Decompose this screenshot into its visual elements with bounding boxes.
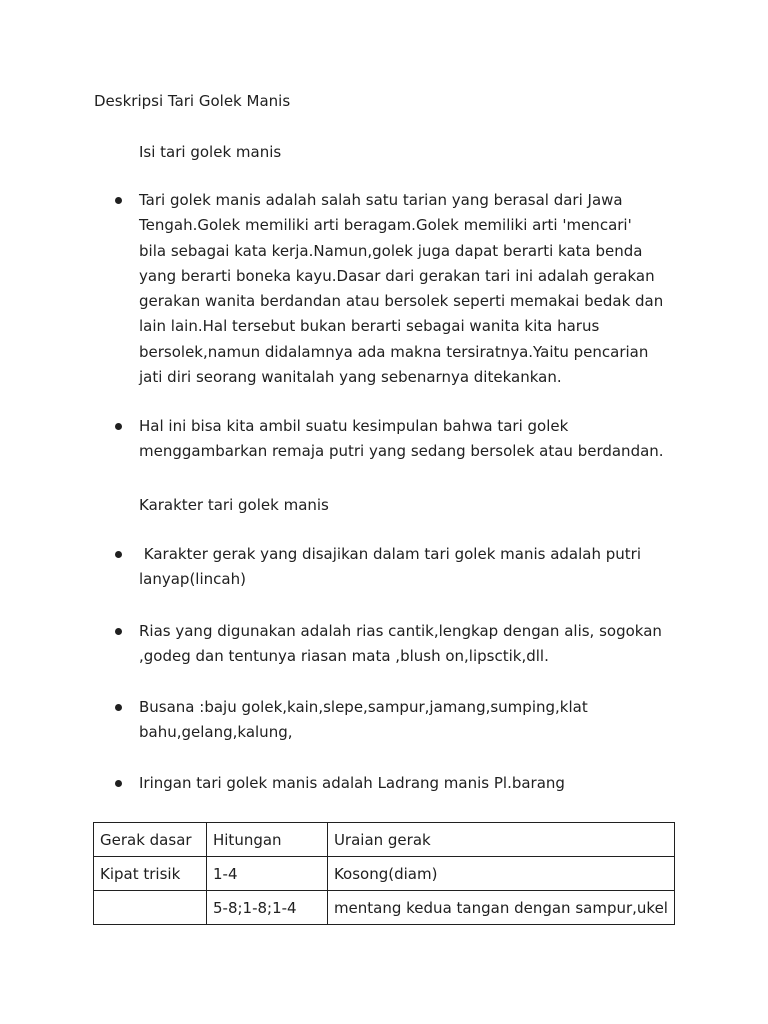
table-cell: Kosong(diam) xyxy=(327,857,674,891)
table-header-row xyxy=(94,823,675,857)
table-cell: mentang kedua tangan dengan sampur,ukel xyxy=(327,891,674,925)
bullet-icon xyxy=(115,197,122,204)
list-item-text: Busana :baju golek,kain,slepe,sampur,jamang,sumping,klat bahu,gelang,kalung, xyxy=(139,698,588,742)
gerak-table xyxy=(93,822,675,925)
bullet-icon xyxy=(115,551,122,558)
list-item-text: Tari golek manis adalah salah satu tarian yang berasal dari Jawa Tengah.Golek memiliki arti beragam.Golek memiliki arti 'mencari' bila sebagai kata kerja.Namun,golek juga dapat berarti kata benda yang berarti boneka kayu.Dasar dari gerakan tari ini adalah gerakan gerakan wanita berdandan atau bersolek seperti memakai bedak dan lain lain.Hal tersebut bukan berarti sebagai wanita kita harus bersolek,namun didalamnya ada makna tersiratnya.Yaitu pencarian jati diri seorang wanitalah yang sebenarnya ditekankan. xyxy=(139,191,664,387)
table-cell: 5-8;1-8;1-4 xyxy=(206,891,327,925)
bullet-icon xyxy=(115,704,122,711)
table-row xyxy=(94,857,675,891)
list-item-text: Hal ini bisa kita ambil suatu kesimpulan bahwa tari golek menggambarkan remaja putri yang sedang bersolek atau berdandan. xyxy=(139,417,664,461)
list-item xyxy=(94,771,684,796)
list-item-text: Rias yang digunakan adalah rias cantik,lengkap dengan alis, sogokan ,godeg dan tentunya riasan mata ,blush on,lipsctik,dll. xyxy=(139,622,662,666)
table-header-cell: Uraian gerak xyxy=(327,823,674,857)
list-item xyxy=(94,542,684,593)
document-title: Deskripsi Tari Golek Manis xyxy=(94,92,291,110)
bullet-icon xyxy=(115,628,122,635)
list-item xyxy=(94,619,684,670)
list-item xyxy=(94,414,684,465)
bullet-icon xyxy=(115,423,122,430)
table-cell xyxy=(94,891,207,925)
table-row xyxy=(94,891,675,925)
table-cell: 1-4 xyxy=(206,857,327,891)
list-item xyxy=(94,188,684,390)
bullet-icon xyxy=(115,780,122,787)
section-heading-isi: Isi tari golek manis xyxy=(139,143,282,161)
table-header-cell: Gerak dasar xyxy=(94,823,207,857)
list-item-text: Iringan tari golek manis adalah Ladrang manis Pl.barang xyxy=(139,774,565,792)
list-item xyxy=(94,695,684,746)
table-cell: Kipat trisik xyxy=(94,857,207,891)
table-header-cell: Hitungan xyxy=(206,823,327,857)
section-heading-karakter: Karakter tari golek manis xyxy=(139,496,329,514)
list-item-text: Karakter gerak yang disajikan dalam tari golek manis adalah putri lanyap(lincah) xyxy=(139,545,641,589)
